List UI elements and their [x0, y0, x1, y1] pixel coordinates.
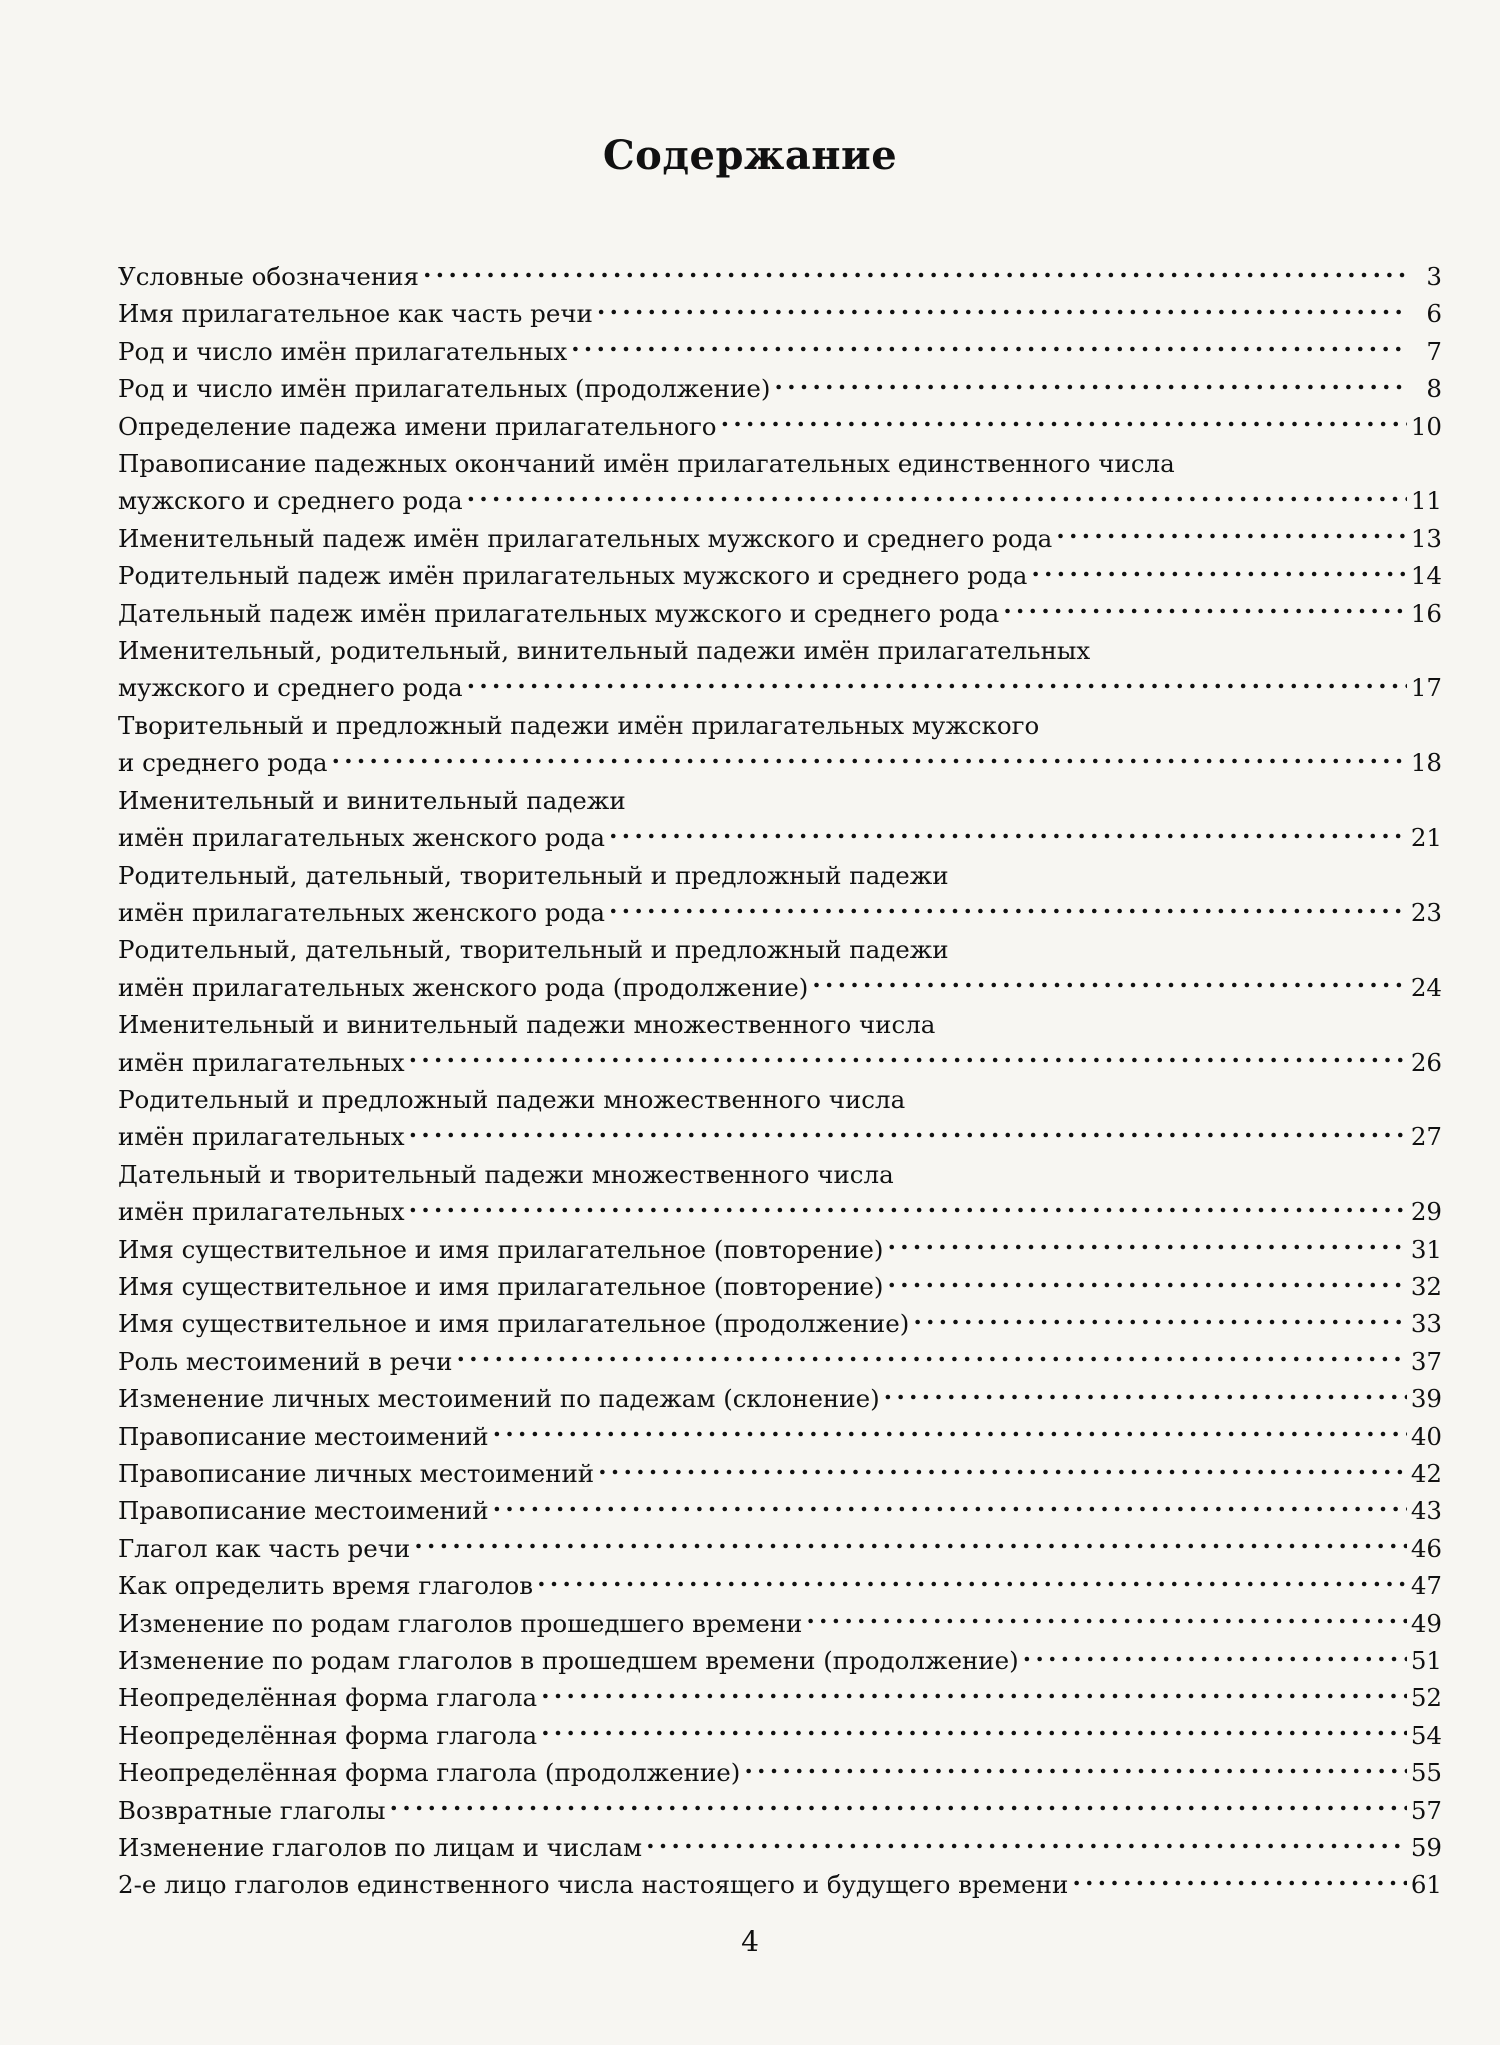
toc-entry — [118, 1567, 1442, 1604]
toc-entry-row — [118, 1455, 1442, 1492]
toc-entry-title: Условные обозначения — [118, 262, 420, 291]
toc-entry-title: имён прилагательных — [118, 1047, 405, 1077]
dot-leader — [409, 1046, 1407, 1071]
toc-entry-title: Неопределённая форма глагола — [118, 1720, 538, 1750]
toc-entry-title: Изменение по родам глаголов прошедшего времени — [118, 1608, 803, 1638]
toc-entry-title-line: Именительный и винительный падежи множественного числа — [118, 1010, 936, 1040]
dot-leader — [467, 485, 1407, 510]
toc-entry-title: 2-е лицо глаголов единственного числа настоящего и будущего времени — [118, 1870, 1069, 1900]
toc-entry-title: Изменение по родам глаголов в прошедшем времени (продолжение) — [118, 1646, 1019, 1676]
toc-entry-title: Род и число имён прилагательных — [118, 336, 568, 366]
page-title: Содержание — [602, 132, 898, 179]
toc-entry — [118, 1268, 1442, 1305]
toc-entry-page: 52 — [1410, 1683, 1442, 1713]
toc-entry — [118, 1679, 1442, 1716]
toc-entry-page: 27 — [1410, 1122, 1442, 1152]
toc-entry — [118, 557, 1442, 594]
dot-leader — [456, 1345, 1406, 1370]
dot-leader — [812, 971, 1407, 996]
toc-entry-page: 33 — [1410, 1309, 1442, 1339]
toc-entry-row — [118, 1231, 1442, 1268]
toc-entry-page: 21 — [1410, 823, 1442, 853]
toc-entry-row — [118, 333, 1442, 370]
toc-entry-row — [118, 1605, 1442, 1642]
toc-entry-page: 32 — [1410, 1271, 1442, 1301]
page-number: 4 — [741, 1925, 759, 1958]
toc-entry-title: и среднего рода — [118, 748, 328, 778]
dot-leader — [1031, 560, 1406, 585]
dot-leader — [609, 822, 1407, 847]
toc-entry-title: Глагол как часть речи — [118, 1533, 411, 1563]
dot-leader — [884, 1383, 1407, 1408]
toc-entry — [118, 408, 1442, 445]
toc-entry-title-line: Именительный, родительный, винительный падежи имён прилагательных — [118, 636, 1091, 666]
toc-entry-page: 23 — [1410, 897, 1442, 927]
toc-entry-page: 13 — [1410, 523, 1442, 553]
toc-entry-title: Дательный падеж имён прилагательных мужского и среднего рода — [118, 598, 1000, 628]
toc-entry-row — [118, 408, 1442, 445]
toc-entry-row — [118, 1492, 1442, 1529]
toc-entry-row — [118, 1118, 1442, 1155]
toc-entry-row — [118, 1343, 1442, 1380]
toc-entry — [118, 1866, 1442, 1903]
toc-entry-page: 14 — [1410, 561, 1442, 591]
toc-entry-title: Изменение глаголов по лицам и числам — [118, 1833, 643, 1863]
toc-entry-row — [118, 482, 1442, 519]
toc-entry-row — [118, 520, 1442, 557]
toc-entry-title: имён прилагательных женского рода — [118, 897, 605, 927]
dot-leader — [598, 1458, 1407, 1483]
toc-entry — [118, 445, 1442, 520]
toc-entry — [118, 1717, 1442, 1754]
toc-entry-title: Правописание местоимений — [118, 1421, 489, 1451]
toc-entry-title: имён прилагательных — [118, 1122, 405, 1152]
dot-leader — [646, 1832, 1407, 1857]
toc-entry — [118, 1380, 1442, 1417]
toc-entry — [118, 1305, 1442, 1342]
toc-entry-row — [118, 969, 1442, 1006]
toc-entry-page: 16 — [1410, 598, 1442, 628]
toc-entry-title: Имя существительное и имя прилагательное (повторение) — [118, 1234, 884, 1264]
toc-entry-title: Род и число имён прилагательных (продолжение) — [118, 374, 771, 404]
toc-entry-page: 29 — [1410, 1197, 1442, 1227]
toc-entry-page: 42 — [1410, 1459, 1442, 1488]
dot-leader — [1023, 1645, 1407, 1670]
toc-entry-row — [118, 1866, 1442, 1903]
toc-entry-row — [118, 1305, 1442, 1342]
dot-leader — [541, 1682, 1407, 1707]
toc-entry-page: 55 — [1410, 1758, 1442, 1788]
toc-entry-page: 59 — [1410, 1833, 1442, 1863]
dot-leader — [541, 1719, 1407, 1744]
toc-entry-page: 17 — [1410, 673, 1442, 703]
toc-entry-title: Неопределённая форма глагола (продолжение) — [118, 1758, 741, 1788]
dot-leader — [493, 1495, 1407, 1520]
toc-entry — [118, 1605, 1442, 1642]
toc-entry-title: Правописание личных местоимений — [118, 1459, 595, 1488]
toc-entry-page: 37 — [1410, 1346, 1442, 1376]
toc-entry — [118, 1418, 1442, 1455]
toc-entry — [118, 595, 1442, 632]
toc-entry-title-line: Родительный, дательный, творительный и предложный падежи — [118, 935, 949, 965]
toc-entry-row — [118, 819, 1442, 856]
toc-entry-page: 3 — [1426, 262, 1442, 291]
dot-leader — [1003, 597, 1407, 622]
toc-entry-title-line: Родительный и предложный падежи множественного числа — [118, 1084, 906, 1114]
dot-leader — [744, 1757, 1406, 1782]
toc-entry-page: 61 — [1410, 1870, 1442, 1900]
toc-entry-row — [118, 557, 1442, 594]
toc-entry — [118, 1754, 1442, 1791]
toc-entry-page: 8 — [1426, 374, 1442, 404]
toc-entry-row — [118, 1044, 1442, 1081]
toc-entry-page: 7 — [1426, 336, 1442, 366]
dot-leader — [609, 896, 1407, 921]
toc-entry-title-line: Родительный, дательный, творительный и предложный падежи — [118, 860, 949, 890]
toc-entry-title: Именительный падеж имён прилагательных мужского и среднего рода — [118, 523, 1053, 553]
toc-entry-title: Как определить время глаголов — [118, 1571, 534, 1601]
toc-entry-row — [118, 1530, 1442, 1567]
toc-entry-row — [118, 1268, 1442, 1305]
dot-leader — [806, 1607, 1406, 1632]
toc-entry — [118, 931, 1442, 1006]
dot-leader — [423, 261, 1408, 286]
toc-entry-title: Роль местоимений в речи — [118, 1346, 453, 1376]
toc-entry-row — [118, 595, 1442, 632]
toc-entry — [118, 632, 1442, 707]
toc-entry-row — [118, 1754, 1442, 1791]
toc-entry-row — [118, 1418, 1442, 1455]
toc-entry-row — [118, 1642, 1442, 1679]
toc-entry-title: Возвратные глаголы — [118, 1795, 386, 1825]
toc-entry — [118, 1455, 1442, 1492]
table-of-contents — [118, 258, 1442, 1904]
toc-entry-title-line: Именительный и винительный падежи — [118, 785, 626, 815]
toc-entry — [118, 1231, 1442, 1268]
toc-entry-title: Имя существительное и имя прилагательное (повторение) — [118, 1271, 884, 1301]
toc-entry — [118, 1642, 1442, 1679]
toc-entry-title: мужского и среднего рода — [118, 673, 463, 703]
toc-entry — [118, 295, 1442, 332]
toc-entry — [118, 1530, 1442, 1567]
toc-entry-title: Имя прилагательное как часть речи — [118, 299, 593, 329]
dot-leader — [467, 672, 1407, 697]
toc-entry — [118, 1343, 1442, 1380]
toc-entry-title-line: Правописание падежных окончаний имён прилагательных единственного числа — [118, 449, 1175, 479]
toc-entry-title: Определение падежа имени прилагательного — [118, 411, 717, 441]
toc-entry — [118, 1081, 1442, 1156]
toc-entry-page: 31 — [1410, 1234, 1442, 1264]
toc-entry — [118, 1492, 1442, 1529]
dot-leader — [774, 373, 1408, 398]
toc-entry-row — [118, 1567, 1442, 1604]
toc-entry — [118, 857, 1442, 932]
toc-entry-page: 54 — [1410, 1720, 1442, 1750]
dot-leader — [390, 1794, 1407, 1819]
toc-entry-row — [118, 1193, 1442, 1230]
toc-entry — [118, 258, 1442, 295]
toc-entry-row — [118, 669, 1442, 706]
toc-entry-page: 6 — [1426, 299, 1442, 329]
toc-entry — [118, 370, 1442, 407]
dot-leader — [1072, 1869, 1406, 1894]
toc-entry-page: 26 — [1410, 1047, 1442, 1077]
toc-entry-title-line: Творительный и предложный падежи имён прилагательных мужского — [118, 710, 1040, 740]
dot-leader — [597, 298, 1408, 323]
dot-leader — [414, 1532, 1407, 1557]
dot-leader — [537, 1570, 1407, 1595]
toc-entry — [118, 520, 1442, 557]
toc-entry-title: имён прилагательных женского рода — [118, 823, 605, 853]
toc-entry — [118, 1006, 1442, 1081]
toc-entry-title: Изменение личных местоимений по падежам (склонение) — [118, 1384, 880, 1414]
toc-entry-page: 46 — [1410, 1533, 1442, 1563]
dot-leader — [409, 1196, 1407, 1221]
toc-entry — [118, 782, 1442, 857]
toc-entry-row — [118, 894, 1442, 931]
toc-entry-row — [118, 1380, 1442, 1417]
toc-entry-title: Неопределённая форма глагола — [118, 1683, 538, 1713]
toc-entry-page: 47 — [1410, 1571, 1442, 1601]
toc-entry — [118, 333, 1442, 370]
toc-entry — [118, 1829, 1442, 1866]
toc-entry — [118, 1156, 1442, 1231]
toc-entry-row — [118, 1717, 1442, 1754]
dot-leader — [571, 335, 1408, 360]
dot-leader — [1056, 522, 1407, 547]
toc-entry-page: 24 — [1410, 972, 1442, 1002]
toc-entry-page: 11 — [1410, 486, 1442, 516]
toc-entry-row — [118, 744, 1442, 781]
dot-leader — [913, 1308, 1407, 1333]
dot-leader — [331, 747, 1406, 772]
toc-entry-row — [118, 295, 1442, 332]
toc-entry-page: 43 — [1410, 1496, 1442, 1526]
toc-entry-page: 10 — [1410, 411, 1442, 441]
dot-leader — [493, 1420, 1407, 1445]
dot-leader — [721, 410, 1407, 435]
toc-entry-page: 49 — [1410, 1608, 1442, 1638]
toc-entry — [118, 1792, 1442, 1829]
toc-entry-title-line: Дательный и творительный падежи множественного числа — [118, 1159, 894, 1189]
toc-entry-row — [118, 258, 1442, 295]
dot-leader — [409, 1121, 1407, 1146]
toc-entry-row — [118, 1792, 1442, 1829]
toc-entry-page: 39 — [1410, 1384, 1442, 1414]
toc-entry-title: Имя существительное и имя прилагательное (продолжение) — [118, 1309, 910, 1339]
toc-entry-title: Родительный падеж имён прилагательных мужского и среднего рода — [118, 561, 1028, 591]
dot-leader — [887, 1233, 1406, 1258]
toc-entry-row — [118, 1679, 1442, 1716]
toc-entry — [118, 707, 1442, 782]
toc-entry-page: 40 — [1410, 1421, 1442, 1451]
toc-entry-row — [118, 370, 1442, 407]
toc-entry-title: имён прилагательных женского рода (продолжение) — [118, 972, 809, 1002]
toc-entry-title: Правописание местоимений — [118, 1496, 489, 1526]
dot-leader — [887, 1270, 1406, 1295]
toc-entry-row — [118, 1829, 1442, 1866]
toc-entry-title: мужского и среднего рода — [118, 486, 463, 516]
toc-entry-title: имён прилагательных — [118, 1197, 405, 1227]
toc-entry-page: 57 — [1410, 1795, 1442, 1825]
toc-entry-page: 51 — [1410, 1646, 1442, 1676]
toc-entry-page: 18 — [1410, 748, 1442, 778]
